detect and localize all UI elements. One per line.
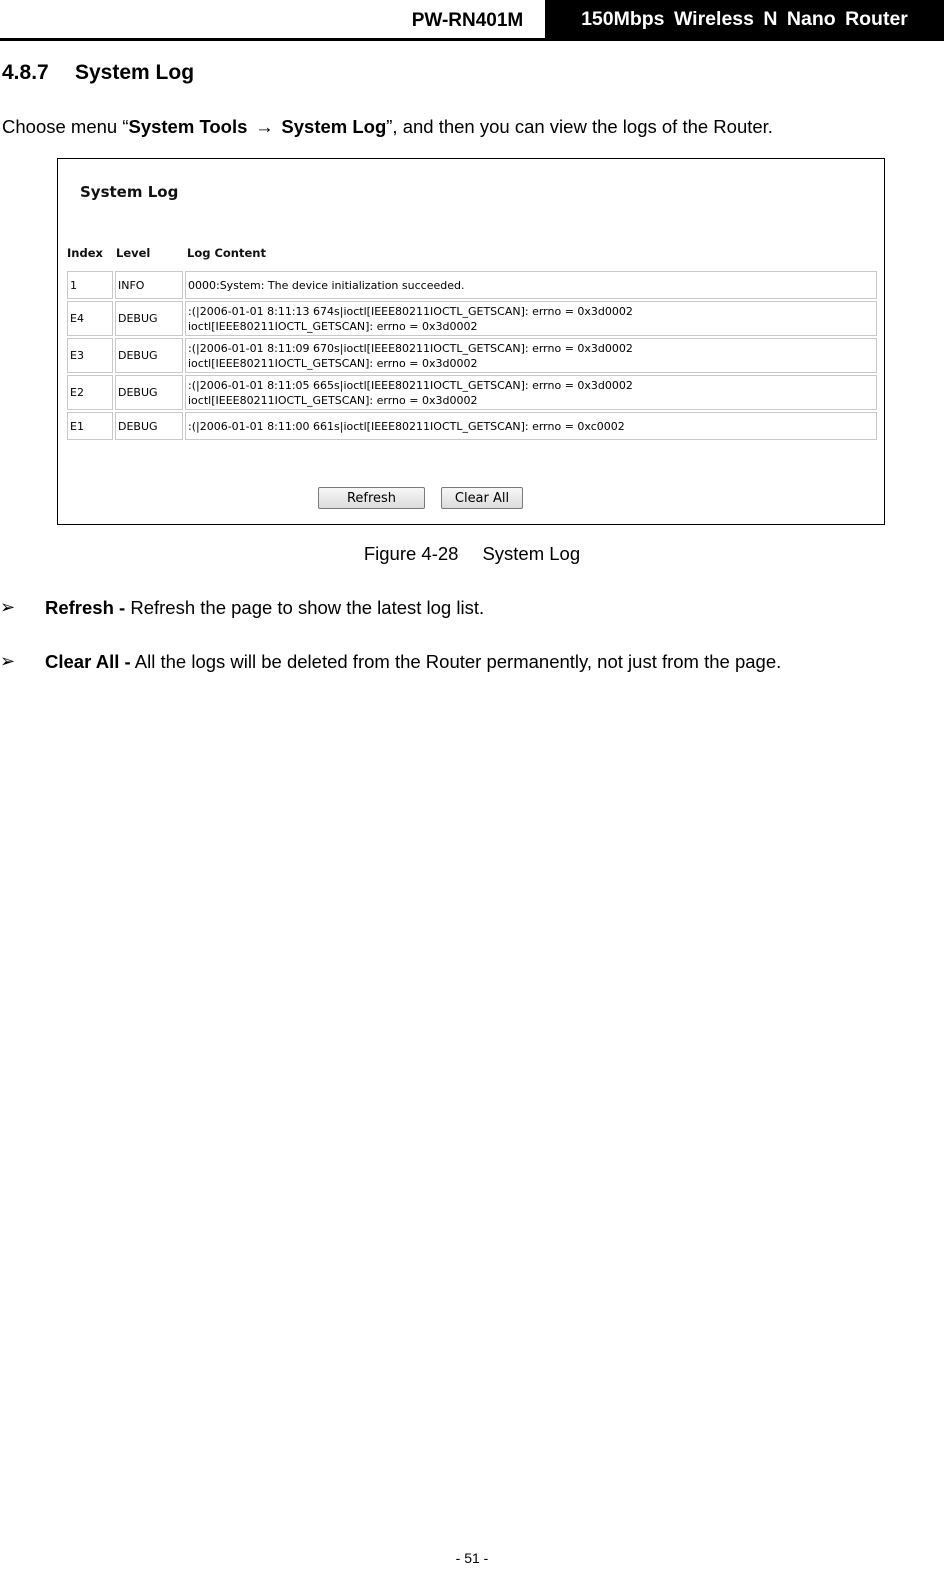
- log-content: [185, 301, 877, 336]
- bullet-term: Clear All -: [45, 651, 131, 672]
- log-line: ioctl[IEEE80211IOCTL_GETSCAN]: errno = 0x3d0002: [188, 356, 478, 370]
- column-header-index: Index: [67, 246, 103, 260]
- log-level: DEBUG: [115, 412, 183, 440]
- log-level: INFO: [115, 271, 183, 299]
- figure-title: System Log: [80, 183, 179, 201]
- log-index: E2: [67, 375, 113, 410]
- log-index: E3: [67, 338, 113, 373]
- table-row: [67, 301, 877, 336]
- log-line: :(|2006-01-01 8:11:13 674s|ioctl[IEEE80211IOCTL_GETSCAN]: errno = 0x3d0002: [188, 304, 633, 318]
- log-table: [65, 269, 879, 442]
- bullet-arrow-icon: ➢: [0, 597, 16, 617]
- intro-prefix: Choose menu “: [2, 116, 129, 137]
- log-line: :(|2006-01-01 8:11:05 665s|ioctl[IEEE80211IOCTL_GETSCAN]: errno = 0x3d0002: [188, 378, 633, 392]
- log-content: [185, 412, 877, 440]
- figure-caption: [0, 543, 944, 565]
- menu-system-tools: System Tools: [128, 116, 248, 137]
- caption-title: System Log: [482, 543, 581, 564]
- section-heading: [2, 61, 194, 85]
- system-log-figure: [57, 158, 885, 525]
- log-index: E1: [67, 412, 113, 440]
- product-name: 150Mbps Wireless N Nano Router: [545, 0, 944, 38]
- menu-system-log: System Log: [281, 116, 387, 137]
- clear-all-button[interactable]: Clear All: [441, 487, 523, 509]
- table-row: [67, 375, 877, 410]
- log-index: 1: [67, 271, 113, 299]
- arrow-right-icon: →: [255, 116, 274, 137]
- column-header-log-content: Log Content: [187, 246, 266, 260]
- log-line: ioctl[IEEE80211IOCTL_GETSCAN]: errno = 0x3d0002: [188, 393, 478, 407]
- column-header-level: Level: [116, 246, 151, 260]
- model-name: PW-RN401M: [411, 10, 524, 31]
- page-header: [0, 0, 944, 40]
- log-line: 0000:System: The device initialization succeeded.: [188, 278, 465, 292]
- log-line: :(|2006-01-01 8:11:09 670s|ioctl[IEEE80211IOCTL_GETSCAN]: errno = 0x3d0002: [188, 341, 633, 355]
- intro-suffix: ”, and then you can view the logs of the Router.: [386, 116, 773, 137]
- log-line: ioctl[IEEE80211IOCTL_GETSCAN]: errno = 0x3d0002: [188, 319, 478, 333]
- intro-paragraph: [2, 116, 773, 138]
- table-row: [67, 338, 877, 373]
- log-level: DEBUG: [115, 375, 183, 410]
- log-content: [185, 271, 877, 299]
- bullet-text: All the logs will be deleted from the Router permanently, not just from the page.: [130, 651, 782, 672]
- table-row: [67, 412, 877, 440]
- section-number: 4.8.7: [2, 61, 49, 84]
- table-row: [67, 271, 877, 299]
- log-content: [185, 338, 877, 373]
- page-number: - 51 -: [455, 1550, 489, 1566]
- log-level: DEBUG: [115, 338, 183, 373]
- log-index: E4: [67, 301, 113, 336]
- section-title: System Log: [75, 61, 195, 84]
- refresh-button[interactable]: Refresh: [318, 487, 425, 509]
- log-level: DEBUG: [115, 301, 183, 336]
- log-content: [185, 375, 877, 410]
- bullet-arrow-icon: ➢: [0, 651, 16, 671]
- header-rule: [0, 38, 944, 41]
- bullet-text: Refresh the page to show the latest log list.: [125, 597, 485, 618]
- caption-label: Figure 4-28: [363, 543, 459, 564]
- log-line: :(|2006-01-01 8:11:00 661s|ioctl[IEEE80211IOCTL_GETSCAN]: errno = 0xc0002: [188, 419, 625, 433]
- bullet-term: Refresh -: [45, 597, 126, 618]
